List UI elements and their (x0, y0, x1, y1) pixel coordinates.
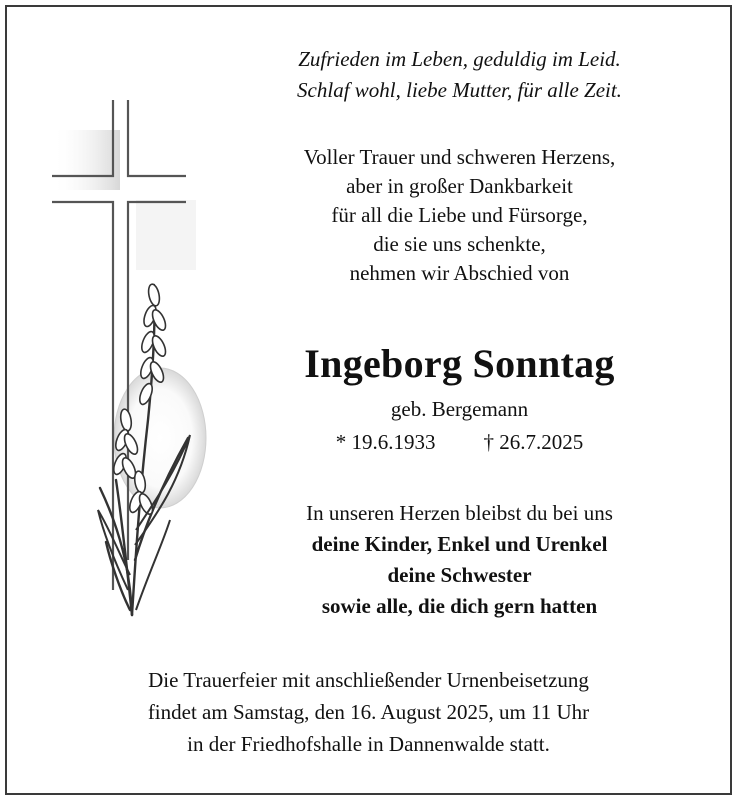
mourners-block (232, 498, 687, 622)
life-dates (232, 428, 687, 456)
cross-with-wheat-icon (40, 90, 220, 630)
epitaph-quote (232, 44, 687, 106)
service-line-1: Die Trauerfeier mit anschließender Urnenbeisetzung (148, 668, 589, 692)
quote-line-1: Zufrieden im Leben, geduldig im Leid. (298, 47, 621, 71)
funeral-service-info (30, 664, 707, 760)
intro-line-3: für all die Liebe und Fürsorge, (331, 203, 588, 227)
service-line-3: in der Friedhofshalle in Dannenwalde statt. (187, 732, 550, 756)
intro-line-4: die sie uns schenkte, (373, 232, 546, 256)
mourners-line-2: deine Schwester (387, 563, 532, 587)
birth-name: geb. Bergemann (390, 397, 529, 421)
mourners-line-1: deine Kinder, Enkel und Urenkel (311, 532, 608, 556)
quote-line-2: Schlaf wohl, liebe Mutter, für alle Zeit. (297, 78, 622, 102)
birth-date: * 19.6.1933 (335, 430, 436, 454)
mourners-intro: In unseren Herzen bleibst du bei uns (306, 501, 613, 525)
intro-line-5: nehmen wir Abschied von (349, 261, 570, 285)
intro-line-1: Voller Trauer und schweren Herzens, (303, 145, 616, 169)
intro-line-2: aber in großer Dankbarkeit (346, 174, 573, 198)
death-date: † 26.7.2025 (483, 430, 584, 454)
service-line-2: findet am Samstag, den 16. August 2025, um 11 Uhr (147, 700, 590, 724)
mourners-line-3: sowie alle, die dich gern hatten (321, 594, 598, 618)
farewell-intro (232, 143, 687, 288)
deceased-name: Ingeborg Sonntag (304, 341, 615, 386)
